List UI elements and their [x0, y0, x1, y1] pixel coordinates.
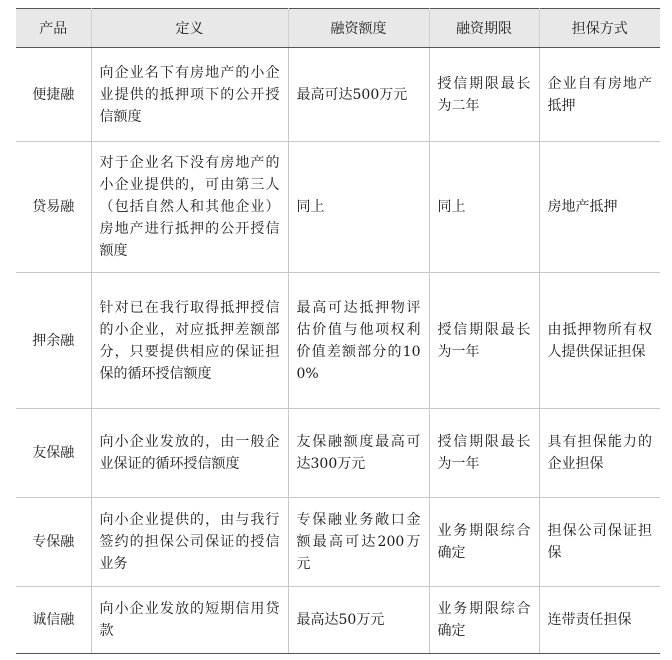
cell-financing-amount: 同上 — [288, 142, 429, 273]
table-row — [16, 142, 660, 273]
cell-financing-term: 业务期限综合确定 — [429, 587, 539, 654]
header-guarantee-method: 担保方式 — [539, 9, 660, 48]
cell-definition: 向小企业提供的，由与我行签约的担保公司保证的授信业务 — [91, 498, 288, 587]
cell-definition: 向小企业发放的短期信用贷款 — [91, 587, 288, 654]
cell-definition: 向小企业发放的，由一般企业保证的循环授信额度 — [91, 409, 288, 498]
header-financing-amount: 融资额度 — [288, 9, 429, 48]
cell-financing-amount: 最高可达抵押物评估价值与他项权利价值差额部分的100% — [288, 273, 429, 409]
product-table — [16, 8, 660, 654]
cell-financing-term: 同上 — [429, 142, 539, 273]
table-row — [16, 409, 660, 498]
cell-financing-term: 授信期限最长为二年 — [429, 48, 539, 142]
cell-product: 友保融 — [16, 409, 91, 498]
cell-financing-term: 授信期限最长为一年 — [429, 273, 539, 409]
table-row — [16, 498, 660, 587]
header-definition: 定义 — [91, 9, 288, 48]
cell-financing-amount: 最高达50万元 — [288, 587, 429, 654]
cell-product: 便捷融 — [16, 48, 91, 142]
cell-financing-amount: 最高可达500万元 — [288, 48, 429, 142]
cell-financing-amount: 友保融额度最高可达300万元 — [288, 409, 429, 498]
cell-product: 诚信融 — [16, 587, 91, 654]
table-row — [16, 48, 660, 142]
header-product: 产品 — [16, 9, 91, 48]
cell-financing-term: 授信期限最长为一年 — [429, 409, 539, 498]
cell-guarantee-method: 担保公司保证担保 — [539, 498, 660, 587]
cell-definition: 针对已在我行取得抵押授信的小企业，对应抵押差额部分，只要提供相应的保证担保的循环授信额度 — [91, 273, 288, 409]
table-body — [16, 48, 660, 654]
table-row — [16, 587, 660, 654]
table-row — [16, 273, 660, 409]
header-financing-term: 融资期限 — [429, 9, 539, 48]
cell-guarantee-method: 具有担保能力的企业担保 — [539, 409, 660, 498]
cell-guarantee-method: 由抵押物所有权人提供保证担保 — [539, 273, 660, 409]
cell-guarantee-method: 房地产抵押 — [539, 142, 660, 273]
cell-product: 贷易融 — [16, 142, 91, 273]
cell-definition: 对于企业名下没有房地产的小企业提供的，可由第三人（包括自然人和其他企业）房地产进行抵押的公开授信额度 — [91, 142, 288, 273]
cell-guarantee-method: 连带责任担保 — [539, 587, 660, 654]
cell-definition: 向企业名下有房地产的小企业提供的抵押项下的公开授信额度 — [91, 48, 288, 142]
table-header — [16, 9, 660, 48]
cell-guarantee-method: 企业自有房地产抵押 — [539, 48, 660, 142]
cell-product: 专保融 — [16, 498, 91, 587]
cell-financing-term: 业务期限综合确定 — [429, 498, 539, 587]
cell-financing-amount: 专保融业务敞口金额最高可达200万元 — [288, 498, 429, 587]
header-row — [16, 9, 660, 48]
cell-product: 押余融 — [16, 273, 91, 409]
